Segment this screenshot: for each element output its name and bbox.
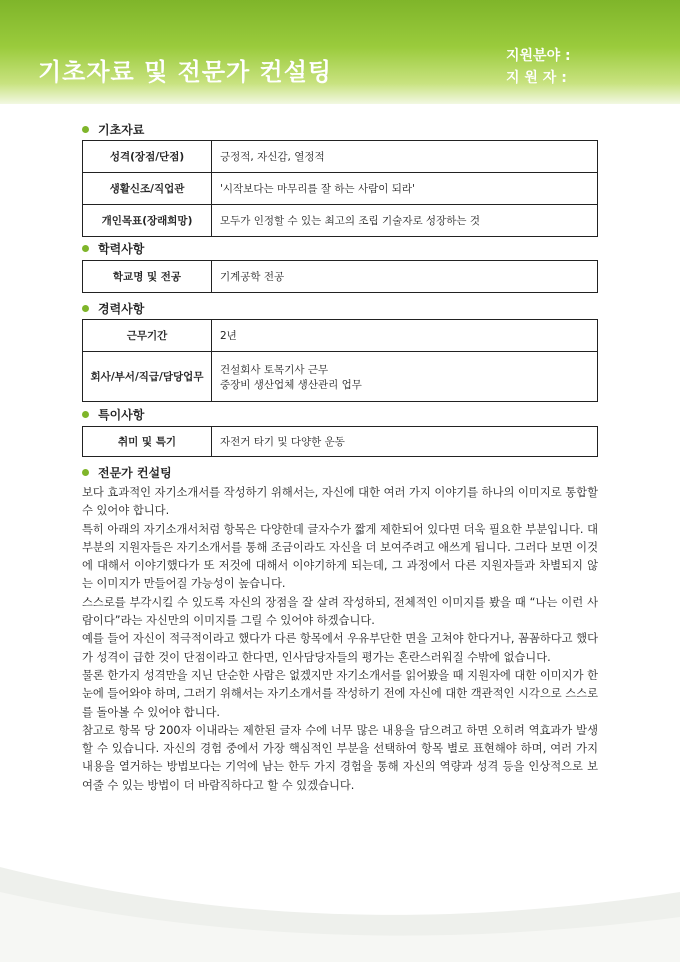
row-value: 기계공학 전공 xyxy=(212,261,598,293)
row-value: 모두가 인정할 수 있는 최고의 조립 기술자로 성장하는 것 xyxy=(212,205,598,237)
consulting-body xyxy=(82,484,598,795)
bullet-icon xyxy=(82,245,89,252)
education-table xyxy=(82,260,598,293)
table-row xyxy=(83,320,598,352)
row-value: 긍정적, 자신감, 열정적 xyxy=(212,141,598,173)
section-basic-title: 기초자료 xyxy=(82,121,144,138)
bullet-icon xyxy=(82,469,89,476)
section-career-title: 경력사항 xyxy=(82,300,144,317)
bullet-icon xyxy=(82,305,89,312)
table-row xyxy=(83,427,598,457)
applicant-label: 지 원 자 : xyxy=(506,70,567,86)
page-header xyxy=(0,0,680,104)
row-value-line: 중장비 생산업체 생산관리 업무 xyxy=(220,378,362,391)
row-label: 학교명 및 전공 xyxy=(83,261,212,293)
row-label: 근무기간 xyxy=(83,320,212,352)
table-row xyxy=(83,205,598,237)
paragraph: 특히 아래의 자기소개서처럼 항목은 다양한데 글자수가 짧게 제한되어 있다면 더욱 필요한 부분입니다. 대부분의 지원자들은 자기소개서를 통해 조금이라도 자신을 더 보여주려고 애쓰게 됩니다. 그러다 보면 이것에 대해서 이야기했다가 또 저것에 대해서 이야기하게 되는데, 그 과정에서 다른 지원자들과 차별되지 않는 이미지가 만들어질 가능성이 높습니다. xyxy=(82,522,598,591)
row-label: 취미 및 특기 xyxy=(83,427,212,457)
row-label: 성격(장점/단점) xyxy=(83,141,212,173)
table-row xyxy=(83,141,598,173)
row-value-line: 건설회사 토목기사 근무 xyxy=(220,363,329,376)
paragraph: 스스로를 부각시킬 수 있도록 자신의 장점을 잘 살려 작성하되, 전체적인 이미지를 봤을 때 “나는 이런 사람이다”라는 자신만의 이미지를 그릴 수 있어야 하겠습니다. xyxy=(82,595,598,628)
page-title: 기초자료 및 전문가 컨설팅 xyxy=(38,58,333,86)
row-label: 회사/부서/직급/담당업무 xyxy=(83,352,212,402)
career-table xyxy=(82,319,598,402)
table-row xyxy=(83,173,598,205)
basic-info-table xyxy=(82,140,598,237)
row-label: 개인목표(장래희망) xyxy=(83,205,212,237)
decorative-swoosh xyxy=(0,822,680,962)
row-value: '시작보다는 마무리를 잘 하는 사람이 되라' xyxy=(212,173,598,205)
section-consulting-title: 전문가 컨설팅 xyxy=(82,464,172,481)
applicant-meta xyxy=(506,45,571,89)
field-label: 지원분야 : xyxy=(506,48,571,64)
bullet-icon xyxy=(82,126,89,133)
paragraph: 참고로 항목 당 200자 이내라는 제한된 글자 수에 너무 많은 내용을 담으려고 하면 오히려 역효과가 발생할 수 있습니다. 자신의 경험 중에서 가장 핵심적인 부분을 선택하여 항목 별로 표현해야 하며, 여러 가지 내용을 열거하는 방법보다는 기억에 남는 한두 가지 경험을 통해 자신의 역량과 성격 등을 인상적으로 보여줄 수 있는 방법이 더 바람직하다고 할 수 있겠습니다. xyxy=(82,723,598,792)
special-table xyxy=(82,426,598,457)
row-label: 생활신조/직업관 xyxy=(83,173,212,205)
bullet-icon xyxy=(82,411,89,418)
table-row xyxy=(83,352,598,402)
row-value: 2년 xyxy=(212,320,598,352)
row-value: 자전거 타기 및 다양한 운동 xyxy=(212,427,598,457)
section-education-title: 학력사항 xyxy=(82,240,144,257)
table-row xyxy=(83,261,598,293)
section-special-title: 특이사항 xyxy=(82,406,144,423)
paragraph: 예를 들어 자신이 적극적이라고 했다가 다른 항목에서 우유부단한 면을 고쳐야 한다거나, 꼼꼼하다고 했다가 성격이 급한 것이 단점이라고 한다면, 인사담당자들의 평가는 혼란스러워질 수밖에 없습니다. xyxy=(82,632,598,664)
row-value xyxy=(212,352,598,402)
paragraph: 물론 한가지 성격만을 지닌 단순한 사람은 없겠지만 자기소개서를 읽어봤을 때 지원자에 대한 이미지가 한 눈에 들어와야 하며, 그러기 위해서는 자기소개서를 작성하기 전에 자신에 대한 객관적인 시각으로 스스로를 돌아볼 수 있어야 합니다. xyxy=(82,668,598,719)
paragraph: 보다 효과적인 자기소개서를 작성하기 위해서는, 자신에 대한 여러 가지 이야기를 하나의 이미지로 통합할 수 있어야 합니다. xyxy=(82,486,598,518)
